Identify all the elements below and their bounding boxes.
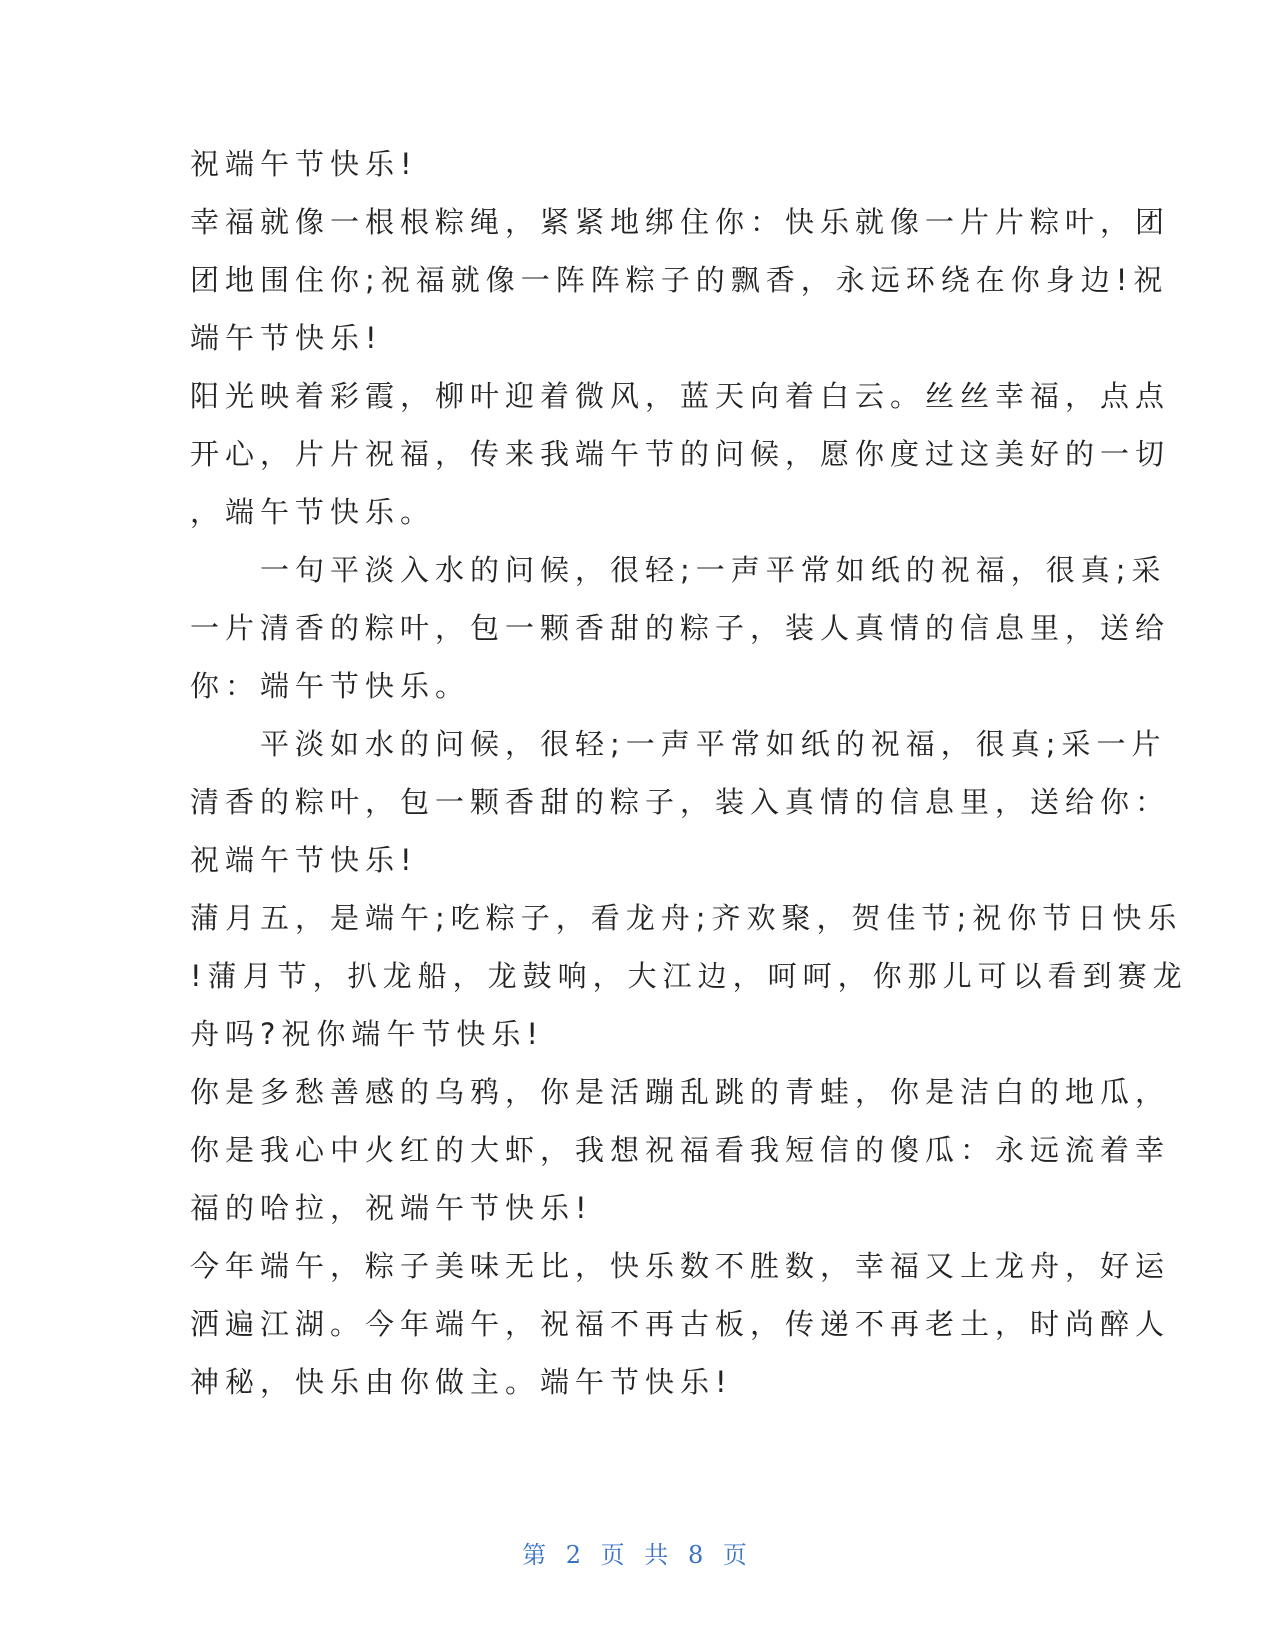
text-line: 你：端午节快乐。 — [190, 669, 471, 703]
text-line: 开心，片片祝福，传来我端午节的问候，愿你度过这美好的一切 — [190, 437, 1171, 471]
text-line: 平淡如水的问候，很轻;一声平常如纸的祝福，很真;采一片 — [190, 727, 1167, 761]
text-line: 端午节快乐! — [190, 321, 383, 355]
text-line: 神秘，快乐由你做主。端午节快乐! — [190, 1365, 733, 1399]
text-line: 你是多愁善感的乌鸦，你是活蹦乱跳的青蛙，你是洁白的地瓜， — [190, 1075, 1171, 1109]
text-line: 福的哈拉，祝端午节快乐! — [190, 1191, 593, 1225]
text-line: 一句平淡入水的问候，很轻;一声平常如纸的祝福，很真;采 — [190, 553, 1167, 587]
text-line: 你是我心中火红的大虾，我想祝福看我短信的傻瓜：永远流着幸 — [190, 1133, 1171, 1167]
text-line: 洒遍江湖。今年端午，祝福不再古板，传递不再老土，时尚醉人 — [190, 1307, 1171, 1341]
text-line: 团地围住你;祝福就像一阵阵粽子的飘香，永远环绕在你身边!祝 — [190, 263, 1169, 297]
text-line: 清香的粽叶，包一颗香甜的粽子，装入真情的信息里，送给你： — [190, 785, 1171, 819]
text-line: ，端午节快乐。 — [190, 495, 436, 529]
text-line: 幸福就像一根根粽绳，紧紧地绑住你：快乐就像一片片粽叶，团 — [190, 205, 1171, 239]
text-line: !蒲月节，扒龙船，龙鼓响，大江边，呵呵，你那儿可以看到赛龙 — [190, 959, 1188, 993]
text-line: 祝端午节快乐! — [190, 147, 418, 181]
text-line: 一片清香的粽叶，包一颗香甜的粽子，装人真情的信息里，送给 — [190, 611, 1171, 645]
text-line: 祝端午节快乐! — [190, 843, 418, 877]
text-line: 蒲月五，是端午;吃粽子，看龙舟;齐欢聚，贺佳节;祝你节日快乐 — [190, 901, 1183, 935]
text-line: 舟吗?祝你端午节快乐! — [190, 1017, 545, 1051]
text-line: 今年端午，粽子美味无比，快乐数不胜数，幸福又上龙舟，好运 — [190, 1249, 1171, 1283]
text-line: 阳光映着彩霞，柳叶迎着微风，蓝天向着白云。丝丝幸福，点点 — [190, 379, 1171, 413]
page-number-footer: 第 2 页 共 8 页 — [522, 1541, 753, 1569]
